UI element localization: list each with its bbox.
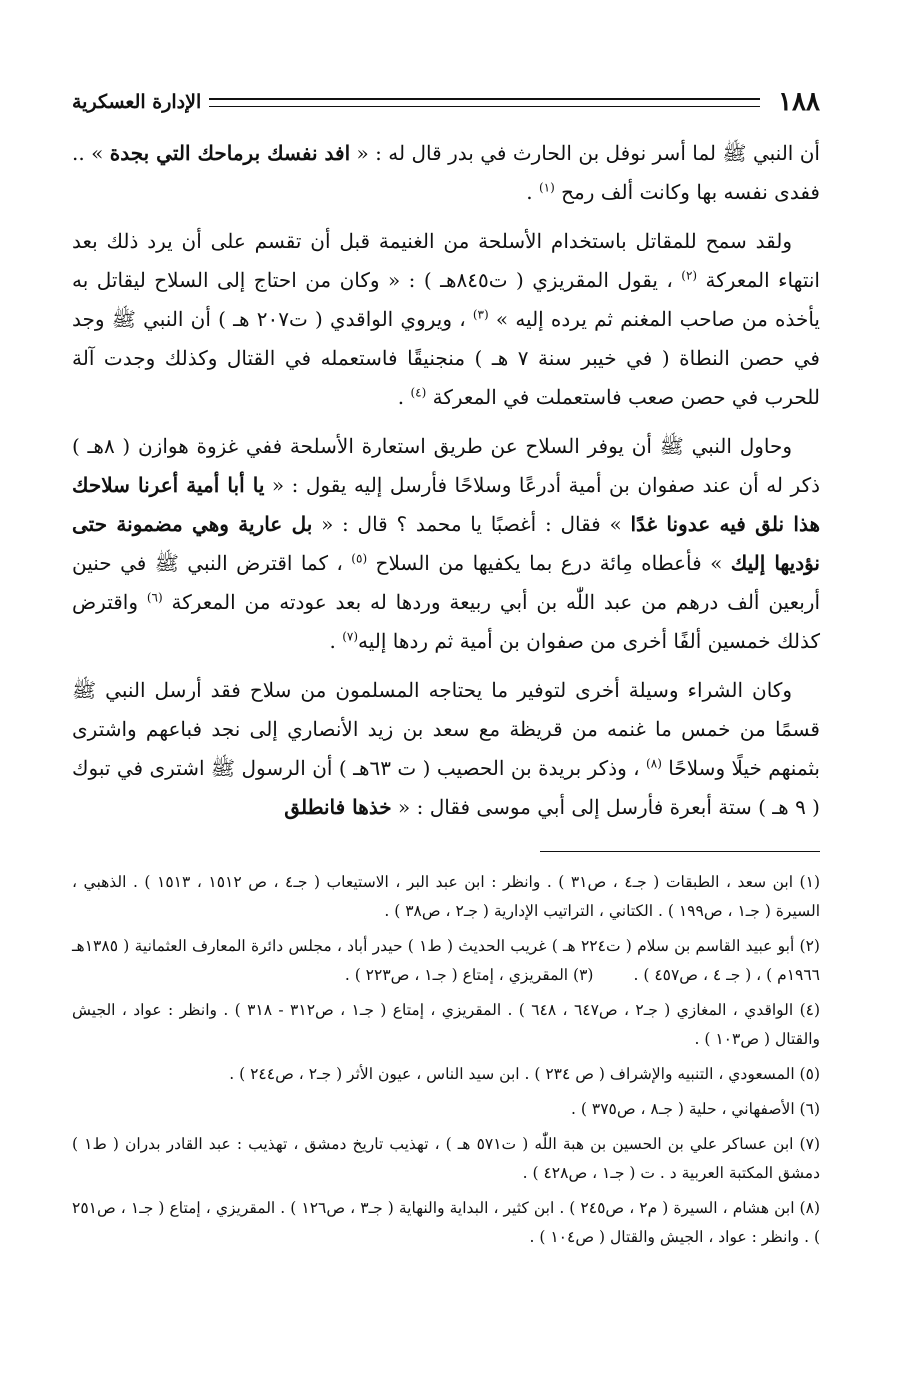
quote-bold: خذها فانطلق <box>284 795 392 819</box>
quote-bold: افد نفسك برماحك التي بجدة <box>109 141 351 165</box>
footnote-5: (٥) المسعودي ، التنبيه والإشراف ( ص ٢٣٤ ) . ابن سيد الناس ، عيون الأثر ( جـ٢ ، ص٢٤٤ ) . <box>229 1065 820 1083</box>
text-run: ، ويروي الواقدي ( ت٢٠٧ هـ ) أن النبي ﷺ وجد في حصن النطاة ( في خيبر سنة ٧ هـ ) منجنيقًا فاستعمله في القتال وكذلك وجدت آلة للحرب في حصن صعب فاستعملت في المعركة <box>72 307 820 409</box>
text-run: ، وذكر بريدة بن الحصيب ( ت ٦٣هـ ) أن الرسول ﷺ اشترى في تبوك ( ٩ هـ ) ستة أبعرة فأرسل إلى أبي موسى فقال : « <box>72 756 820 819</box>
text-run: . <box>329 629 343 653</box>
footnote-8: (٨) ابن هشام ، السيرة ( م٢ ، ص٢٤٥ ) . ابن كثير ، البداية والنهاية ( جـ٣ ، ص١٢٦ ) . المقريزي ، إمتاع ( جـ١ ، ص٢٥١ ) . وانظر : عواد ، الجيش والقتال ( ص١٠٤ ) . <box>72 1199 820 1246</box>
text-run: . <box>397 385 411 409</box>
quote-bold: يا أبا أمية أعرنا سلاحك هذا نلق فيه عدونا غدًا <box>72 473 820 536</box>
footnote-ref[interactable]: (٥) <box>351 551 368 566</box>
footnote-ref[interactable]: (٦) <box>146 590 163 605</box>
paragraph-3 <box>72 427 820 661</box>
text-run: » فقال : أغصبًا يا محمد ؟ قال : « <box>312 512 631 536</box>
footnote-ref[interactable]: (٧) <box>342 629 359 644</box>
footnote-7: (٧) ابن عساكر علي بن الحسين بن هبة اللّٰه ( ت٥٧١ هـ ) ، تهذيب تاريخ دمشق ، تهذيب : عبد القادر بدران ( ط١ ) دمشق المكتبة العربية د . ت ( جـ١ ، ص٤٢٨ ) . <box>72 1135 820 1182</box>
text-run: أن النبي ﷺ لما أسر نوفل بن الحارث في بدر قال له : « <box>350 141 820 165</box>
paragraph-4 <box>72 671 820 827</box>
footnotes <box>72 868 820 1252</box>
footnote-6: (٦) الأصفهاني ، حلية ( جـ٨ ، ص٣٧٥ ) . <box>571 1100 820 1118</box>
footnote-ref[interactable]: (١) <box>538 180 555 195</box>
text-run: وحاول النبي ﷺ أن يوفر السلاح عن طريق استعارة الأسلحة ففي غزوة هوازن ( ٨هـ ) ذكر له أن عند صفوان بن أمية أدرعًا وسلاحًا فأرسل إليه يقول : « <box>72 434 820 497</box>
footnote-ref[interactable]: (٣) <box>472 307 489 322</box>
footnote-2-text: (٢) أبو عبيد القاسم بن سلام ( ت٢٢٤ هـ ) غريب الحديث ( ط١ ) حيدر أباد ، مجلس دائرة المعارف العثمانية ( ١٣٨٥هـ ١٩٦٦م ) ، ( جـ ٤ ، ص٤٥٧ ) . <box>72 937 820 984</box>
text-run: ، كما اقترض النبي ﷺ في حنين أربعين ألف درهم من عبد اللّٰه بن أبي ربيعة وردها له بعد عودته من المعركة <box>72 551 821 614</box>
quote-bold: بل عارية وهي مضمونة حتى نؤديها إليك <box>72 512 821 575</box>
text-run: ، يقول المقريزي ( ت٨٤٥هـ ) : « وكان من احتاج إلى السلاح ليقاتل به يأخذه من صاحب المغنم ثم يرده إليه » <box>72 268 821 331</box>
page-number: ١٨٨ <box>778 87 820 117</box>
running-header <box>72 80 820 124</box>
footnote-4: (٤) الواقدي ، المغازي ( جـ٢ ، ص٦٤٧ ، ٦٤٨ ) . المقريزي ، إمتاع ( جـ١ ، ص٣١٢ - ٣١٨ ) . وانظر : عواد ، الجيش والقتال ( ص١٠٣ ) . <box>72 1001 821 1048</box>
text-run: وكان الشراء وسيلة أخرى لتوفير ما يحتاجه المسلمون من سلاح فقد أرسل النبي ﷺ قسمًا من خمس ما غنمه من قريظة مع سعد بن زيد الأنصاري إلى نجد فباعهم واشترى بثمنهم خيلًا وسلاحًا <box>72 678 820 780</box>
paragraph-1 <box>72 134 820 212</box>
footnote-3: (٣) المقريزي ، إمتاع ( جـ١ ، ص٢٢٣ ) . <box>344 966 594 984</box>
book-page <box>72 80 820 1258</box>
text-run: واقترض كذلك خمسين ألفًا أخرى من صفوان بن أمية ثم ردها إليه <box>72 590 820 653</box>
footnote-ref[interactable]: (٤) <box>410 385 427 400</box>
footnote-separator <box>540 851 820 852</box>
footnote-ref[interactable]: (٢) <box>681 268 698 283</box>
running-title: الإدارة العسكرية <box>72 91 202 113</box>
text-run: . <box>526 180 539 204</box>
footnote-2 <box>72 932 820 990</box>
footnote-1: (١) ابن سعد ، الطبقات ( جـ٤ ، ص٣١ ) . وانظر : ابن عبد البر ، الاستيعاب ( جـ٤ ، ص ١٥١٢ ، ١٥١٣ ) . الذهبي ، السيرة ( جـ١ ، ص١٩٩ ) . الكتاني ، التراتيب الإدارية ( جـ٢ ، ص٣٨ ) . <box>72 873 820 920</box>
main-text <box>72 134 820 827</box>
text-run: » .. ففدى نفسه بها وكانت ألف رمح <box>72 141 820 204</box>
text-run: ولقد سمح للمقاتل باستخدام الأسلحة من الغنيمة قبل أن تقسم على أن يرد ذلك بعد انتهاء المعركة <box>72 229 820 292</box>
text-run: » فأعطاه مِائة درع بما يكفيها من السلاح <box>367 551 731 575</box>
footnote-ref[interactable]: (٨) <box>646 756 662 771</box>
header-rule <box>209 98 760 107</box>
paragraph-2 <box>72 222 820 417</box>
